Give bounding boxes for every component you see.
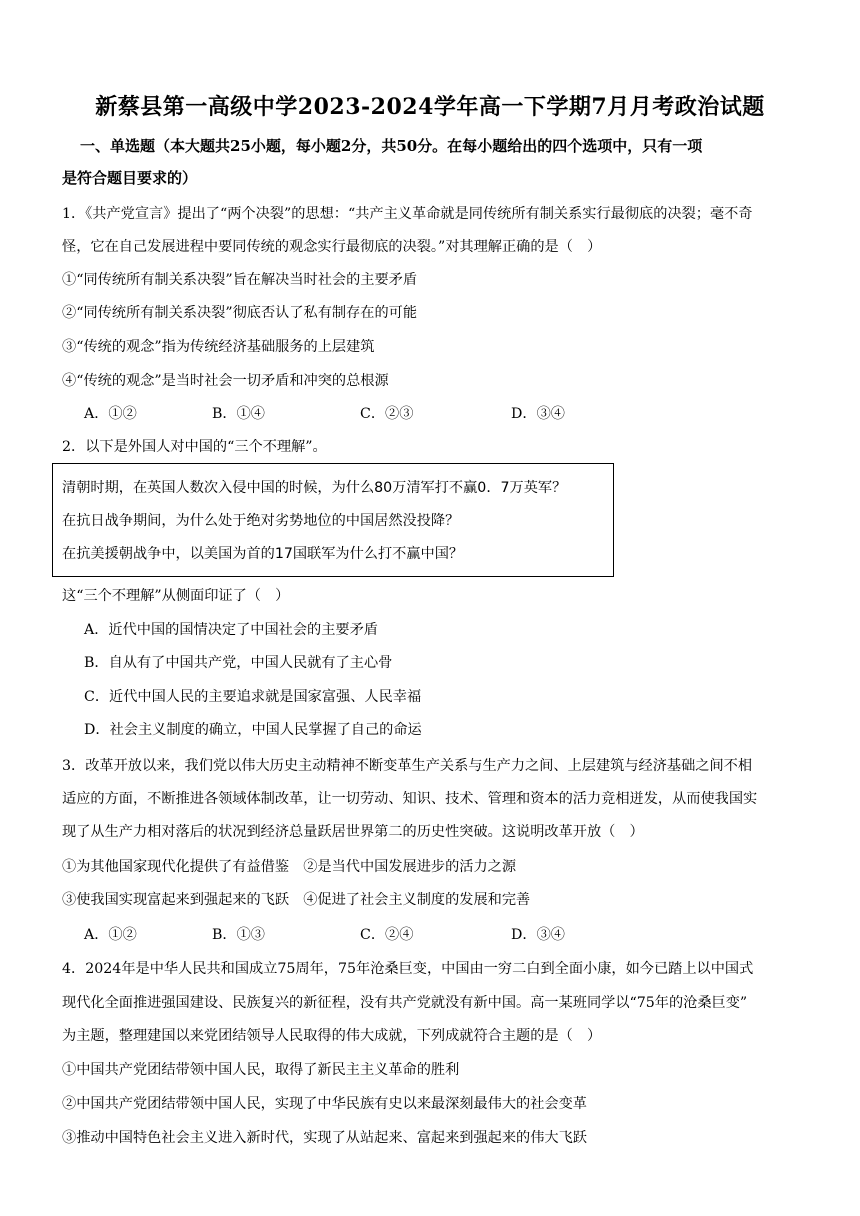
q3-stem-line2: 适应的方面，不断推进各领域体制改革，让一切劳动、知识、技术、管理和资本的活力竞相迸发，从而使我国实: [62, 791, 758, 807]
q3-options: [84, 925, 644, 945]
q1-item-1: ①“同传统所有制关系决裂”旨在解决当时社会的主要矛盾: [62, 272, 418, 288]
q1-option-c: C．②③: [360, 406, 414, 422]
q3-items-line1: ①为其他国家现代化提供了有益借鉴 ②是当代中国发展进步的活力之源: [62, 859, 517, 875]
q1-option-d: D．③④: [511, 406, 565, 422]
q2-option-a: A．近代中国的国情决定了中国社会的主要矛盾: [84, 622, 378, 638]
q2-stem: 2．以下是外国人对中国的“三个不理解”。: [62, 439, 327, 455]
q2-option-d: D．社会主义制度的确立，中国人民掌握了自己的命运: [84, 722, 422, 738]
q2-option-b: B．自从有了中国共产党，中国人民就有了主心骨: [84, 655, 393, 671]
q1-options: [84, 404, 644, 424]
q3-option-a: A．①②: [84, 927, 137, 943]
section-heading-line2: 是符合题目要求的）: [62, 169, 198, 187]
q2-box-line-1: 清朝时期，在英国人数次入侵中国的时候，为什么80万清军打不赢0．7万英军？: [62, 480, 567, 496]
q4-stem-line1: 4．2024年是中华人民共和国成立75周年，75年沧桑巨变，中国由一穷二白到全面小康，如今已踏上以中国式: [62, 961, 754, 977]
q1-item-4: ④“传统的观念”是当时社会一切矛盾和冲突的总根源: [62, 373, 389, 389]
q1-item-3: ③“传统的观念”指为传统经济基础服务的上层建筑: [62, 339, 375, 355]
q1-option-b: B．①④: [212, 406, 265, 422]
q1-stem-line2: 怪，它在自己发展进程中要同传统的观念实行最彻底的决裂。”对其理解正确的是（ ）: [62, 239, 602, 255]
q2-box-line-3: 在抗美援朝战争中，以美国为首的17国联军为什么打不赢中国？: [62, 546, 464, 562]
q3-stem-line1: 3．改革开放以来，我们党以伟大历史主动精神不断变革生产关系与生产力之间、上层建筑与经济基础之间不相: [62, 758, 753, 774]
q2-option-c: C．近代中国人民的主要追求就是国家富强、人民幸福: [84, 689, 422, 705]
q4-stem-line2: 现代化全面推进强国建设、民族复兴的新征程，没有共产党就没有新中国。高一某班同学以“75年的沧桑巨变”: [62, 995, 748, 1011]
q3-stem-line3: 现了从生产力相对落后的状况到经济总量跃居世界第二的历史性突破。这说明改革开放（ ）: [62, 824, 644, 840]
q2-quote-box: [52, 463, 614, 577]
q3-option-c: C．②④: [360, 927, 414, 943]
q1-option-a: A．①②: [84, 406, 137, 422]
q3-items-line2: ③使我国实现富起来到强起来的飞跃 ④促进了社会主义制度的发展和完善: [62, 892, 531, 908]
q4-item-3: ③推动中国特色社会主义进入新时代，实现了从站起来、富起来到强起来的伟大飞跃: [62, 1130, 587, 1146]
q1-item-2: ②“同传统所有制关系决裂”彻底否认了私有制存在的可能: [62, 305, 418, 321]
q2-follow: 这“三个不理解”从侧面印证了（ ）: [62, 588, 290, 604]
section-heading-line1: 一、单选题（本大题共25小题，每小题2分，共50分。在每小题给出的四个选项中，只有一项: [80, 137, 703, 155]
q3-option-b: B．①③: [212, 927, 265, 943]
q4-stem-line3: 为主题，整理建国以来党团结领导人民取得的伟大成就，下列成就符合主题的是（ ）: [62, 1028, 602, 1044]
q1-stem-line1: 1．《共产党宣言》提出了“两个决裂”的思想：“共产主义革命就是同传统所有制关系实行最彻底的决裂；毫不奇: [62, 206, 753, 222]
q4-item-2: ②中国共产党团结带领中国人民，实现了中华民族有史以来最深刻最伟大的社会变革: [62, 1096, 587, 1112]
exam-title: 新蔡县第一高级中学2023-2024学年高一下学期7月月考政治试题: [95, 94, 765, 120]
q3-option-d: D．③④: [511, 927, 565, 943]
q2-box-line-2: 在抗日战争期间，为什么处于绝对劣势地位的中国居然没投降？: [62, 513, 460, 529]
q4-item-1: ①中国共产党团结带领中国人民，取得了新民主主义革命的胜利: [62, 1062, 460, 1078]
